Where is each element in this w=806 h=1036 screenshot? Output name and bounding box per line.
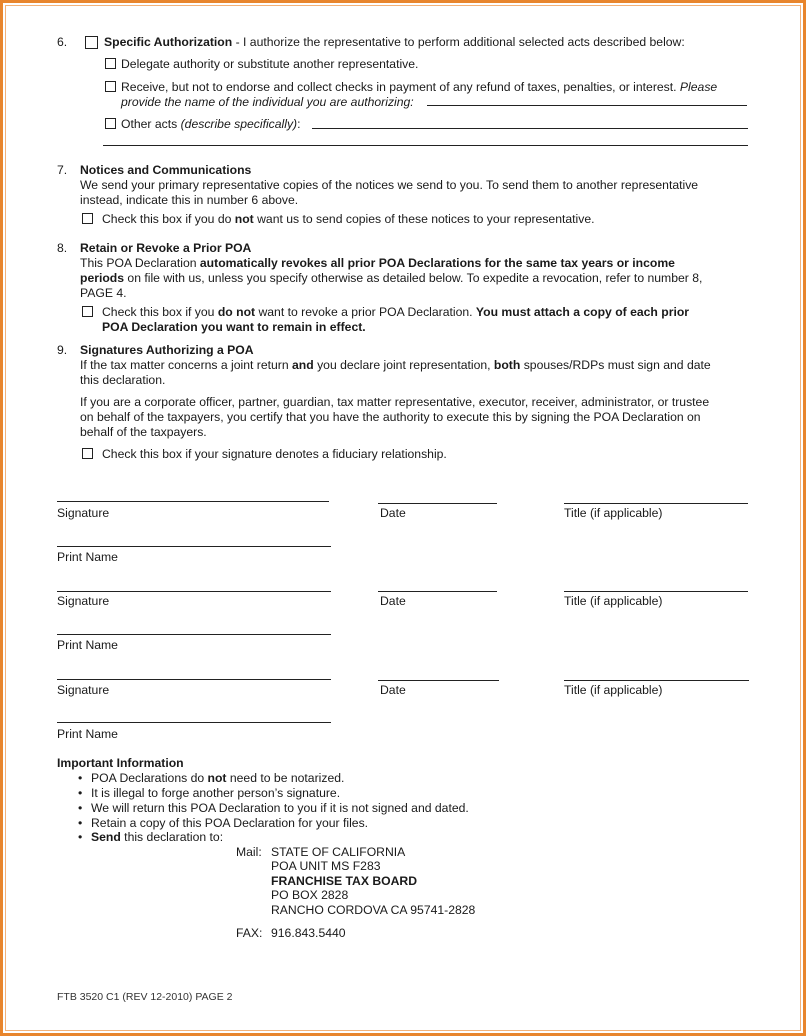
s9-number: 9. xyxy=(57,343,68,357)
signature-line-2[interactable] xyxy=(57,591,331,592)
s8-title: Retain or Revoke a Prior POA xyxy=(80,241,252,255)
title-line-2[interactable] xyxy=(564,591,748,592)
signature-line-1[interactable] xyxy=(57,501,329,502)
print-name-line-1[interactable] xyxy=(57,546,331,547)
s8-checkbox-label-2: POA Declaration you want to remain in effect. xyxy=(102,320,366,334)
s6-delegate-label: Delegate authority or substitute another representative. xyxy=(121,57,419,71)
s8-number: 8. xyxy=(57,241,68,255)
s9-text-4: on behalf of the taxpayers, you certify that you have the authority to execute this by signing the POA Declaration on xyxy=(80,410,701,424)
s9-title: Signatures Authorizing a POA xyxy=(80,343,254,357)
s6-heading: Specific Authorization - I authorize the representative to perform additional selected acts described below: xyxy=(104,35,685,49)
address-line-1: STATE OF CALIFORNIA xyxy=(271,845,406,859)
date-line-1[interactable] xyxy=(378,503,497,504)
s9-fiduciary-label: Check this box if your signature denotes a fiduciary relationship. xyxy=(102,447,447,461)
s7-checkbox-label: Check this box if you do not want us to send copies of these notices to your representative. xyxy=(102,212,595,226)
s9-fiduciary-checkbox[interactable] xyxy=(82,448,93,459)
title-line-1[interactable] xyxy=(564,503,748,504)
signature-label-1: Signature xyxy=(57,506,110,520)
s6-other-checkbox[interactable] xyxy=(105,118,116,129)
s8-checkbox[interactable] xyxy=(82,306,93,317)
info-item-5: Send this declaration to: xyxy=(91,830,224,844)
signature-line-3[interactable] xyxy=(57,679,331,680)
s6-other-line-2[interactable] xyxy=(103,145,748,146)
s9-text-1: If the tax matter concerns a joint return and you declare joint representation, both spouses/RDPs must sign and date xyxy=(80,358,711,372)
s8-checkbox-label: Check this box if you do not want to revoke a prior POA Declaration. You must attach a copy of each prior xyxy=(102,305,690,319)
s9-text-2: this declaration. xyxy=(80,373,166,387)
s9-text-5: behalf of the taxpayers. xyxy=(80,425,207,439)
info-heading: Important Information xyxy=(57,756,184,770)
s7-number: 7. xyxy=(57,163,68,177)
bullet-icon: • xyxy=(78,786,83,800)
s6-receive-label: Receive, but not to endorse and collect checks in payment of any refund of taxes, penalties, or interest. Please xyxy=(121,80,718,94)
bullet-icon: • xyxy=(78,830,83,844)
form-footer: FTB 3520 C1 (REV 12-2010) PAGE 2 xyxy=(57,991,233,1003)
s6-delegate-checkbox[interactable] xyxy=(105,58,116,69)
s6-receive-label-2: provide the name of the individual you are authorizing: xyxy=(121,95,414,109)
fax-number: 916.843.5440 xyxy=(271,926,346,940)
title-label-2: Title (if applicable) xyxy=(564,594,663,608)
s6-other-label: Other acts (describe specifically): xyxy=(121,117,301,131)
signature-label-2: Signature xyxy=(57,594,110,608)
s6-individual-name-line[interactable] xyxy=(427,105,747,106)
date-line-3[interactable] xyxy=(378,680,499,681)
bullet-icon: • xyxy=(78,771,83,785)
address-line-2: POA UNIT MS F283 xyxy=(271,859,381,873)
s8-text-2: periods on file with us, unless you specify otherwise as detailed below. To expedite a revocation, refer to number 8, xyxy=(80,271,703,285)
title-label-3: Title (if applicable) xyxy=(564,683,663,697)
info-item-4: Retain a copy of this POA Declaration for your files. xyxy=(91,816,369,830)
print-name-label-1: Print Name xyxy=(57,550,118,564)
print-name-line-2[interactable] xyxy=(57,634,331,635)
bullet-icon: • xyxy=(78,816,83,830)
fax-label: FAX: xyxy=(236,926,263,940)
info-item-2: It is illegal to forge another person’s signature. xyxy=(91,786,341,800)
s7-title: Notices and Communications xyxy=(80,163,252,177)
s6-number: 6. xyxy=(57,35,68,49)
address-line-4: PO BOX 2828 xyxy=(271,888,349,902)
s6-checkbox[interactable] xyxy=(85,36,98,49)
s7-text-1: We send your primary representative copies of the notices we send to you. To send them to another representative xyxy=(80,178,699,192)
s9-text-3: If you are a corporate officer, partner, guardian, tax matter representative, executor, receiver, administrator, or trustee xyxy=(80,395,710,409)
date-label-2: Date xyxy=(380,594,406,608)
print-name-line-3[interactable] xyxy=(57,722,331,723)
title-label-1: Title (if applicable) xyxy=(564,506,663,520)
signature-label-3: Signature xyxy=(57,683,110,697)
s6-other-line-1[interactable] xyxy=(312,128,748,129)
date-label-1: Date xyxy=(380,506,406,520)
print-name-label-3: Print Name xyxy=(57,727,118,741)
info-item-3: We will return this POA Declaration to you if it is not signed and dated. xyxy=(91,801,469,815)
mail-label: Mail: xyxy=(236,845,262,859)
s8-text-1: This POA Declaration automatically revokes all prior POA Declarations for the same tax years or income xyxy=(80,256,675,270)
address-line-3: FRANCHISE TAX BOARD xyxy=(271,874,418,888)
date-line-2[interactable] xyxy=(378,591,497,592)
s8-text-3: PAGE 4. xyxy=(80,286,127,300)
title-line-3[interactable] xyxy=(564,680,749,681)
print-name-label-2: Print Name xyxy=(57,638,118,652)
address-line-5: RANCHO CORDOVA CA 95741-2828 xyxy=(271,903,476,917)
bullet-icon: • xyxy=(78,801,83,815)
s6-receive-checkbox[interactable] xyxy=(105,81,116,92)
info-item-1: POA Declarations do not need to be notarized. xyxy=(91,771,345,785)
date-label-3: Date xyxy=(380,683,406,697)
s7-checkbox[interactable] xyxy=(82,213,93,224)
s7-text-2: instead, indicate this in number 6 above. xyxy=(80,193,299,207)
